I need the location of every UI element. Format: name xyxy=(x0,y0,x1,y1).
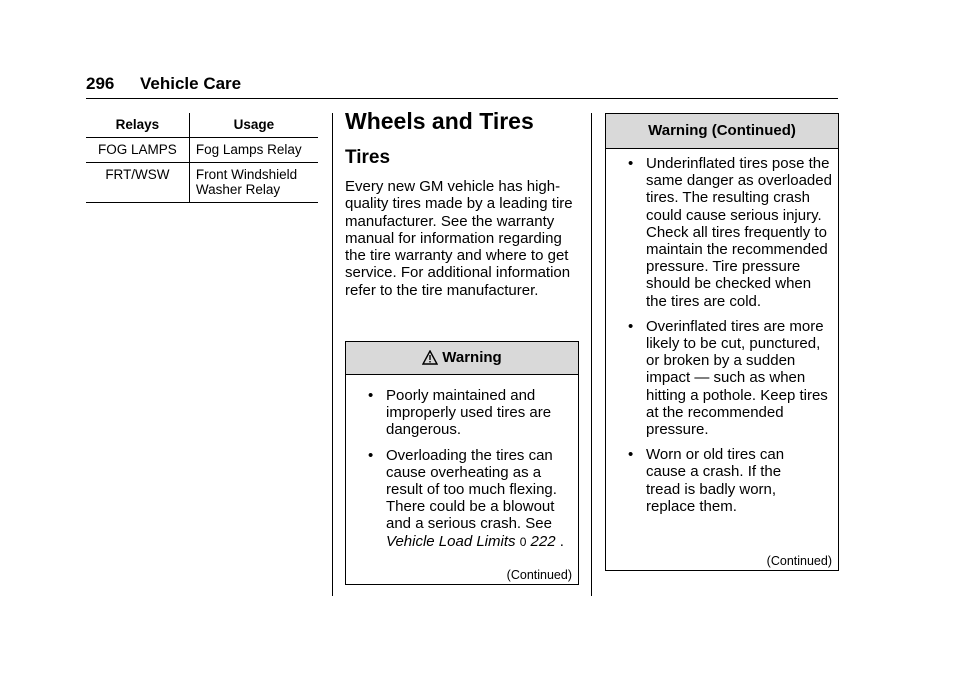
column-divider xyxy=(332,113,333,596)
cross-reference-link[interactable]: Vehicle Load Limits xyxy=(386,532,516,550)
warning-text: Overinflated tires are more likely to be cut, punctured, or broken by a sudden impact — such as when hitting a pothole. Keep tires at the recommended pressure. xyxy=(646,317,828,439)
warning-title: Warning xyxy=(442,349,502,366)
list-item xyxy=(606,446,796,515)
column-divider xyxy=(591,113,592,596)
chapter-title: Wheels and Tires xyxy=(345,108,534,134)
bullet: • xyxy=(628,446,634,464)
warning-triangle-icon xyxy=(422,345,438,377)
punctuation: . xyxy=(555,532,564,550)
bullet: • xyxy=(628,317,634,335)
warning-header: Warning (Continued) xyxy=(606,114,838,149)
warning-text: Worn or old tires can cause a crash. If the tread is badly worn, replace them. xyxy=(646,446,785,515)
warning-text: Underinflated tires pose the same danger as overloaded tires. The resulting crash could cause serious injury. Check all tires frequently to maintain the recommended pressure. Tire pressure should be checked when the tires are cold. xyxy=(646,155,832,310)
intro-paragraph: Every new GM vehicle has high-quality tires made by a leading tire manufacturer. See the warranty manual for information regarding the tire warranty and where to get service. For additional information refer to the tire manufacturer. xyxy=(345,178,573,299)
table-cell-relay: FRT/WSW xyxy=(86,163,189,203)
page-header xyxy=(86,72,838,99)
table-row xyxy=(86,163,318,203)
list-item xyxy=(346,447,568,551)
page-number: 296 xyxy=(86,74,115,93)
table-cell-usage: Fog Lamps Relay xyxy=(189,138,318,163)
list-item xyxy=(606,155,832,310)
table-header-relays: Relays xyxy=(86,113,189,138)
warning-text: Overloading the tires can cause overheating as a result of too much flexing. There could be a blowout and a serious crash. See xyxy=(386,446,557,533)
relay-table xyxy=(86,113,318,203)
list-item xyxy=(346,387,556,439)
continued-label: (Continued) xyxy=(766,554,832,568)
page-arrow-icon: 0 xyxy=(519,534,527,549)
table-cell-usage: Front Windshield Washer Relay xyxy=(189,163,318,203)
section-title: Vehicle Care xyxy=(140,74,242,93)
table-header-usage: Usage xyxy=(189,113,318,138)
warning-text: Poorly maintained and improperly used tires are dangerous. xyxy=(386,387,552,439)
warning-header xyxy=(346,342,578,375)
table-cell-relay: FOG LAMPS xyxy=(86,138,189,163)
warning-box xyxy=(345,341,579,585)
page-ref: 222 xyxy=(530,532,556,550)
continued-label: (Continued) xyxy=(506,568,572,582)
bullet: • xyxy=(368,387,374,404)
bullet: • xyxy=(368,446,374,464)
list-item xyxy=(606,318,834,438)
bullet: • xyxy=(628,155,634,172)
warning-box-continued xyxy=(605,113,839,571)
table-row xyxy=(86,138,318,163)
section-heading: Tires xyxy=(345,147,391,168)
